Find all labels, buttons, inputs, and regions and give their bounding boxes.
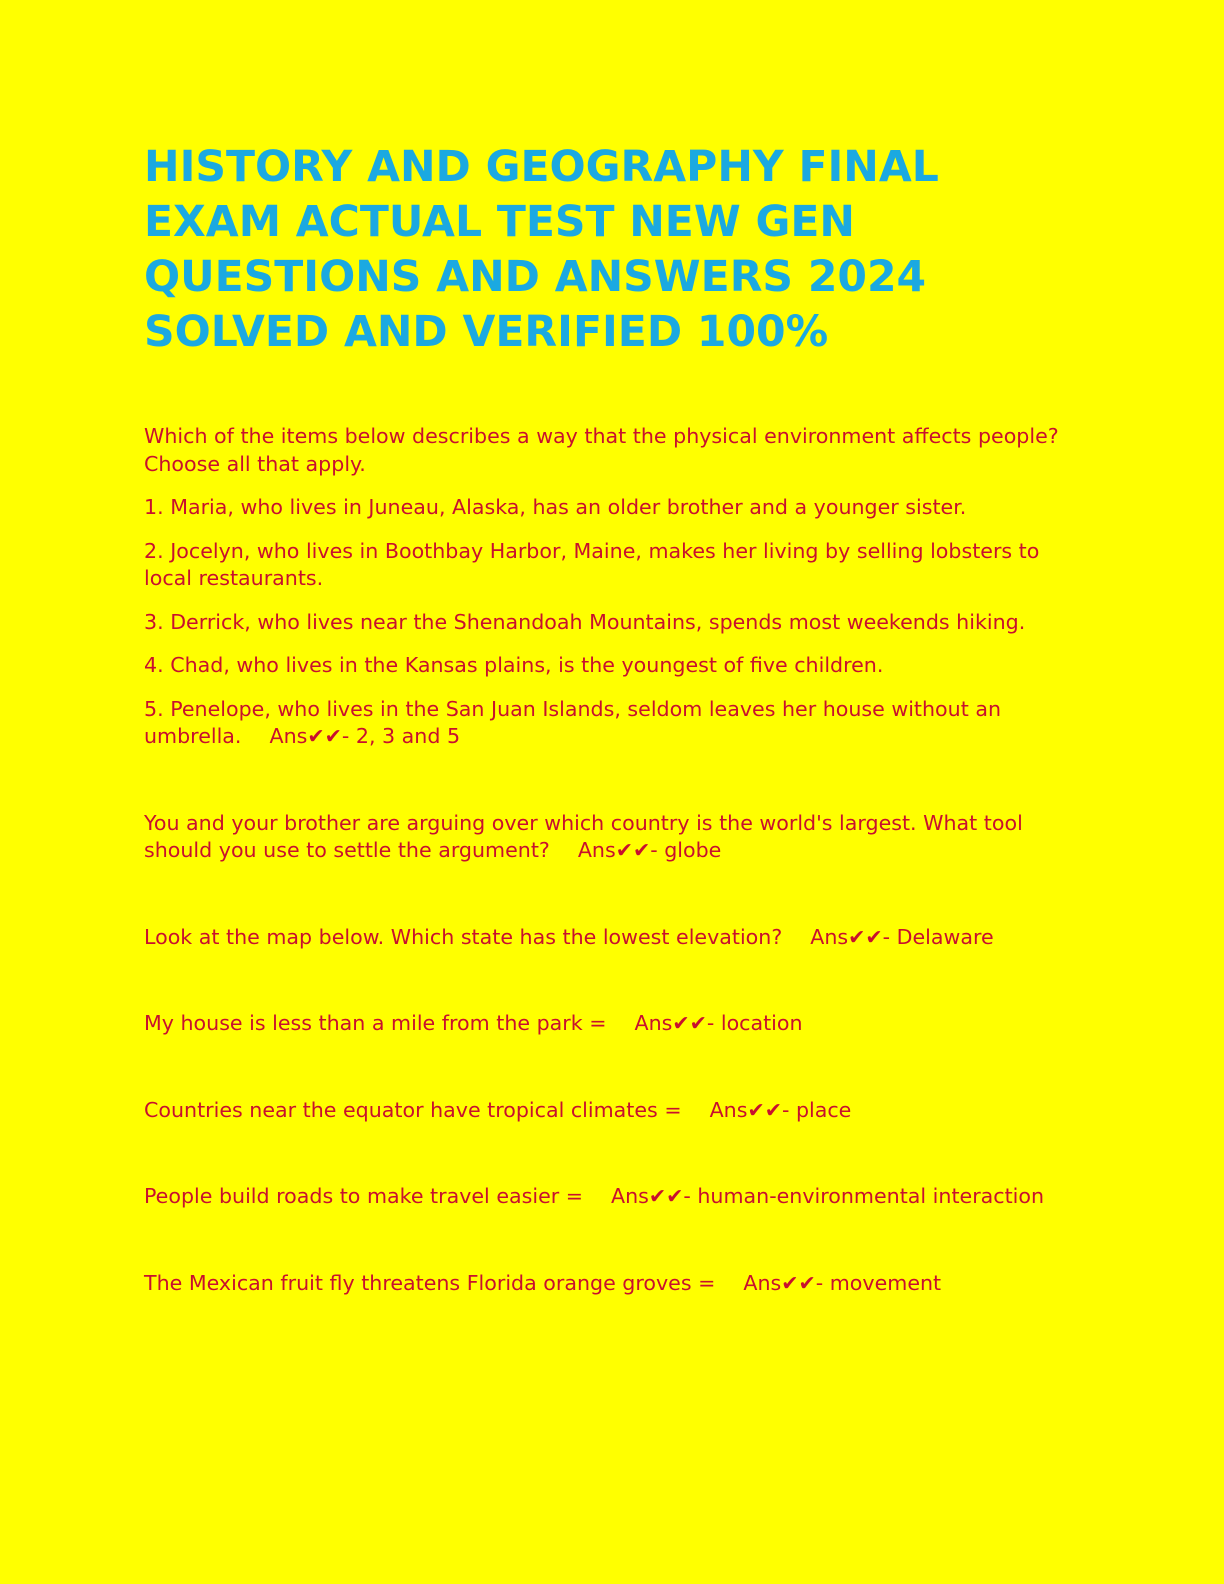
question-text: Countries near the equator have tropical climates = <box>144 1097 682 1122</box>
question-text: You and your brother are arguing over which country is the world's largest. What tool should you use to settle the argument? <box>144 810 1023 862</box>
qa-item <box>144 1270 1084 1298</box>
document-title: HISTORY AND GEOGRAPHY FINAL EXAM ACTUAL TEST NEW GEN QUESTIONS AND ANSWERS 2024 SOLVED AND VERIFIED 100% <box>144 143 939 357</box>
question-text: My house is less than a mile from the park = <box>144 1011 607 1035</box>
question-block-1 <box>144 423 1084 751</box>
question-block-6 <box>144 1183 1084 1211</box>
answer-text: Ans✔✔- place <box>709 1097 852 1122</box>
answer-text: Ans✔✔- location <box>634 1011 803 1035</box>
question-text: Which of the items below describes a way that the physical environment affects people? Choose all that apply. <box>144 424 1059 476</box>
option-item: 3. Derrick, who lives near the Shenandoah Mountains, spends most weekends hiking. <box>144 609 1026 634</box>
answer-text: Ans✔✔- movement <box>743 1270 942 1295</box>
qa-item <box>144 1097 1084 1125</box>
option-item-with-answer <box>144 696 1084 751</box>
option-item: 2. Jocelyn, who lives in Boothbay Harbor, Maine, makes her living by selling lobsters to local restaurants. <box>144 538 1040 590</box>
question-block-5 <box>144 1097 1084 1125</box>
question-block-3 <box>144 924 1084 952</box>
qa-item <box>144 1183 1084 1211</box>
answer-text: Ans✔✔- globe <box>577 838 722 862</box>
qa-item <box>144 924 1084 952</box>
document-page <box>144 140 1084 1297</box>
option-item: 4. Chad, who lives in the Kansas plains, is the youngest of five children. <box>144 653 884 677</box>
question-text: People build roads to make travel easier = <box>144 1184 584 1208</box>
answer-text: Ans✔✔- 2, 3 and 5 <box>269 724 461 748</box>
question-block-4 <box>144 1010 1084 1038</box>
option-text: 5. Penelope, who lives in the San Juan Islands, seldom leaves her house without an umbrella. <box>144 696 1001 748</box>
qa-item <box>144 810 1084 865</box>
question-text: Look at the map below. Which state has the lowest elevation? <box>144 924 783 949</box>
question-block-7 <box>144 1270 1084 1298</box>
option-item: 1. Maria, who lives in Juneau, Alaska, has an older brother and a younger sister. <box>144 495 967 519</box>
answer-text: Ans✔✔- Delaware <box>810 924 994 949</box>
question-text: The Mexican fruit fly threatens Florida orange groves = <box>144 1270 716 1295</box>
qa-item <box>144 1010 1084 1038</box>
answer-text: Ans✔✔- human-environmental interaction <box>611 1184 1045 1208</box>
question-block-2 <box>144 810 1084 865</box>
